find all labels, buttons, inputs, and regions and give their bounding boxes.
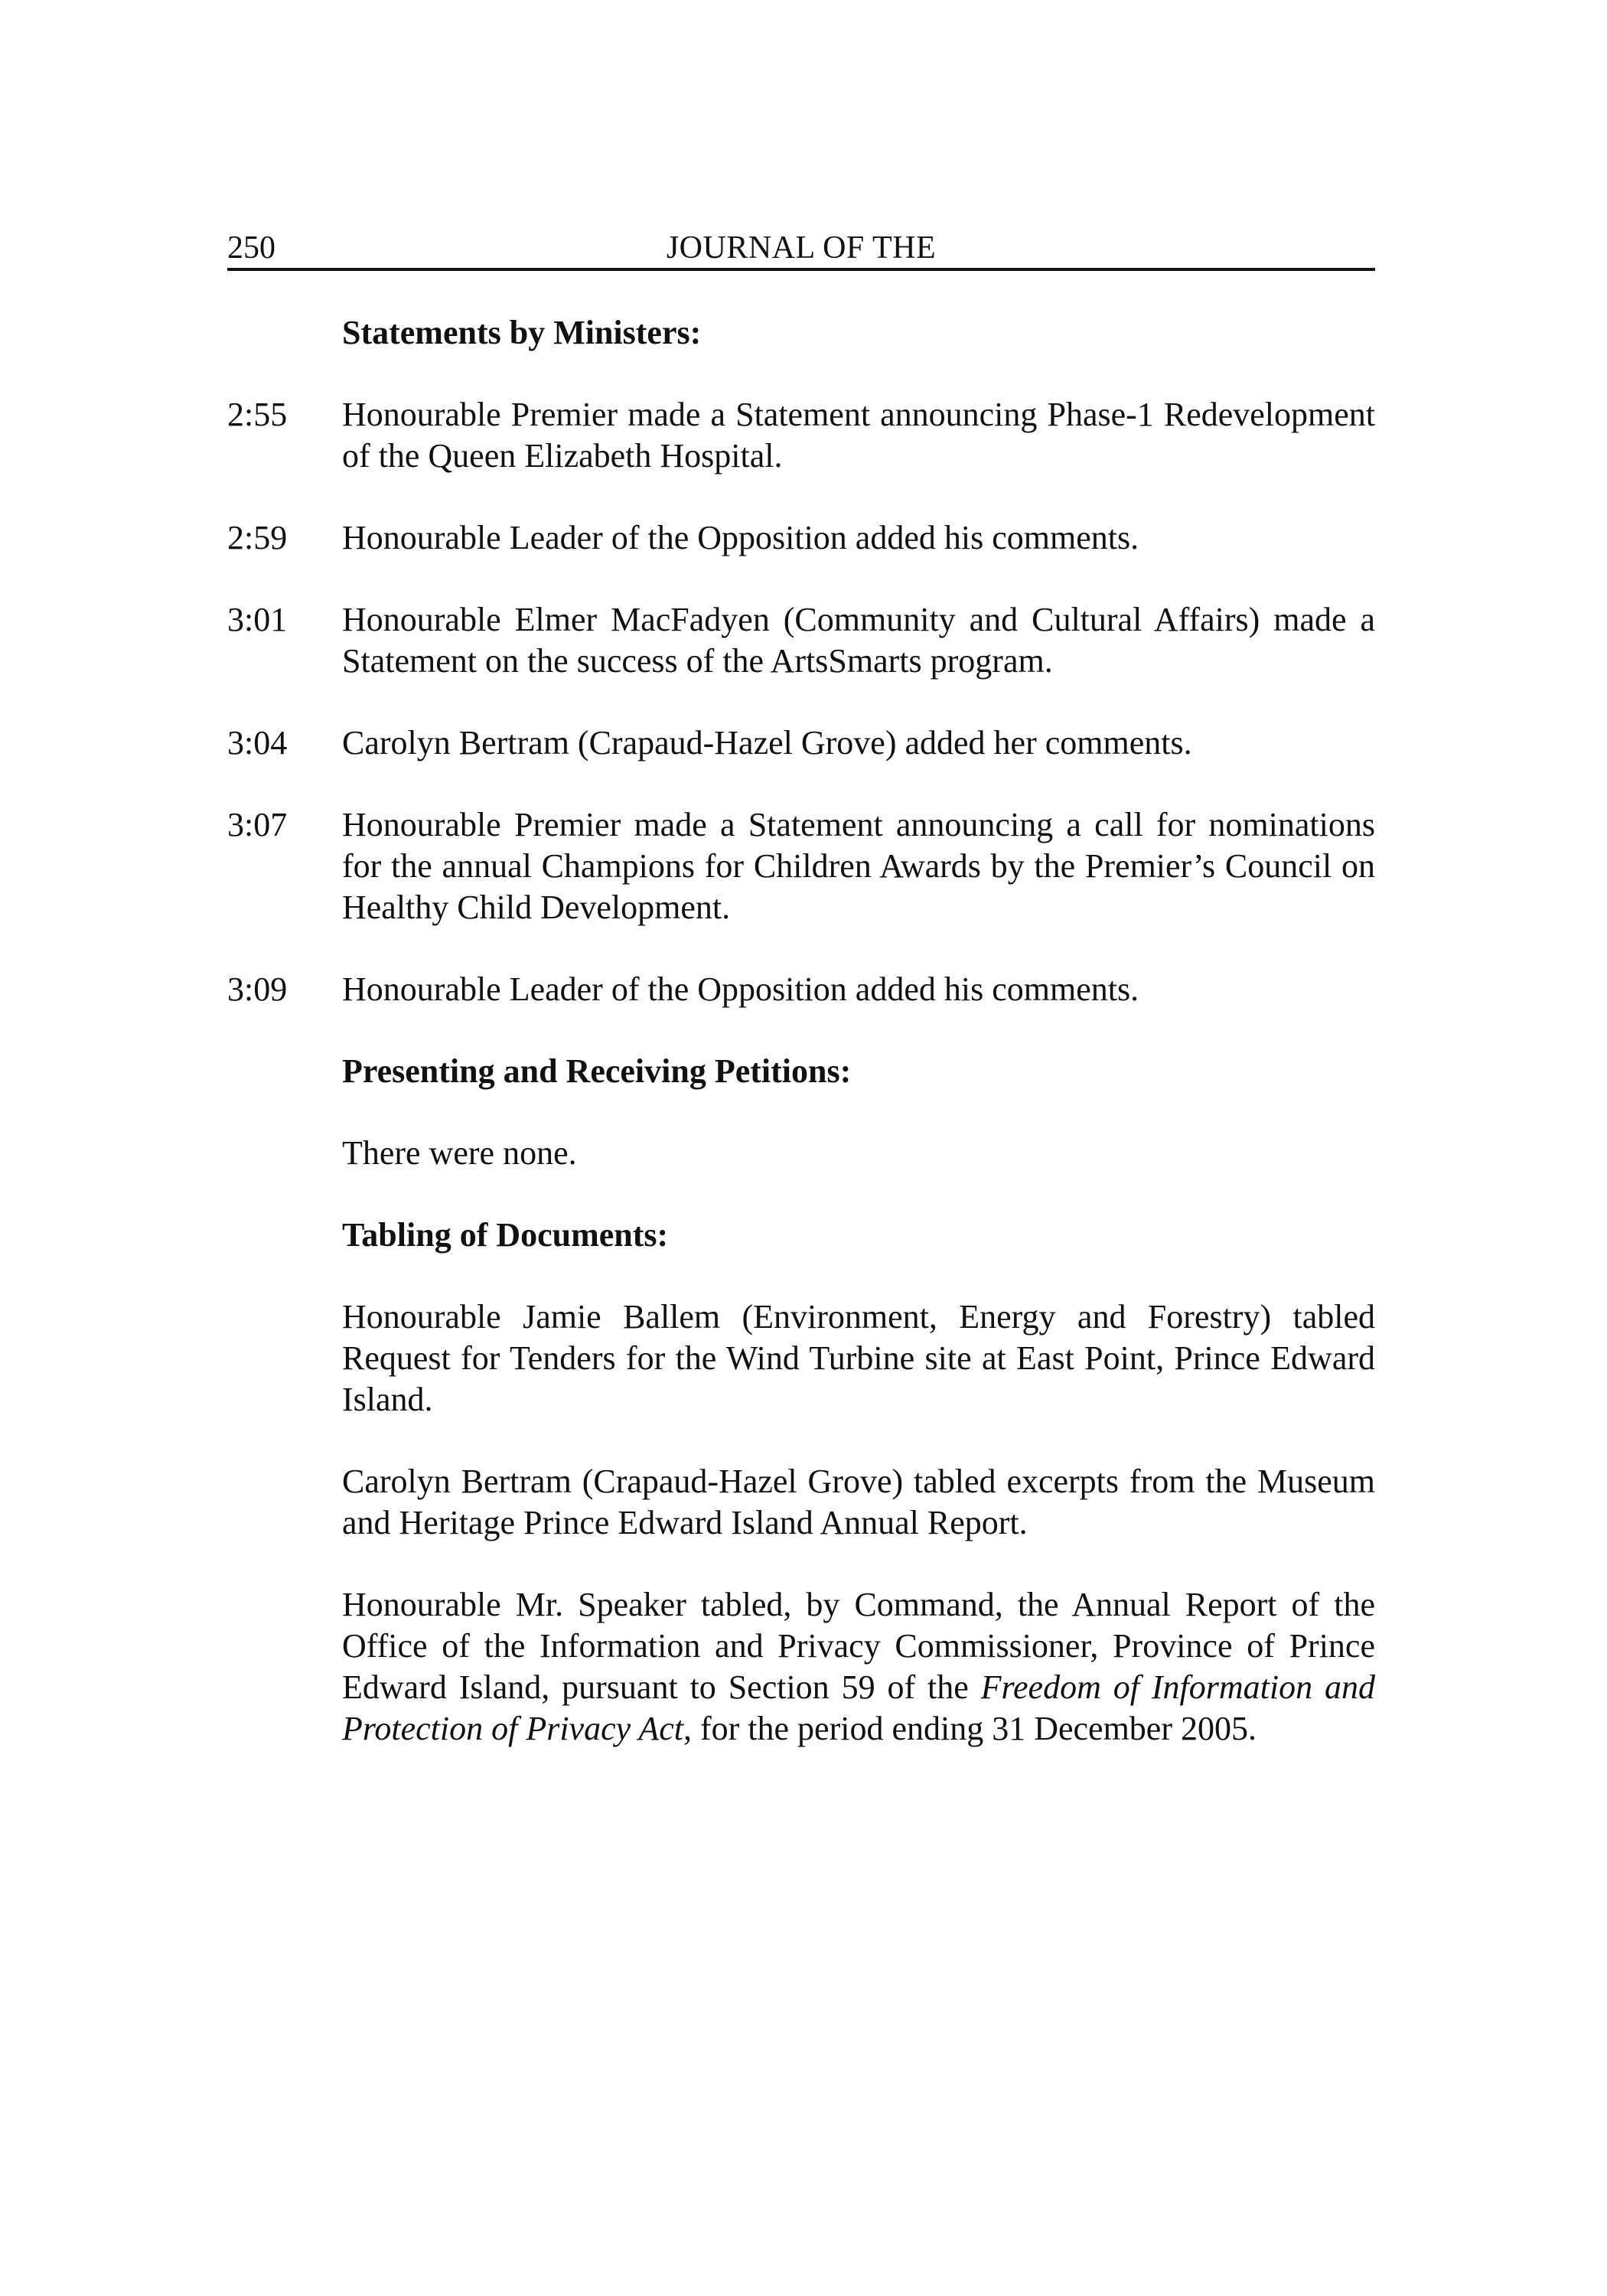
entry-text: Honourable Leader of the Opposition added his comments.	[342, 970, 1139, 1008]
entry-time: 2:59	[227, 519, 288, 556]
journal-content	[227, 312, 1375, 1750]
page-number: 250	[227, 230, 275, 266]
speaker-text-after: , for the period ending 31 December 2005.	[683, 1710, 1257, 1747]
entry-time: 3:07	[227, 806, 288, 843]
speaker-text-before: Honourable Mr. Speaker tabled, by Command, the Annual Report of the Office of the Information and Privacy Commissioner, Province of Prince Edward Island, pursuant to Section 59 of the	[342, 1586, 1375, 1706]
page-header	[227, 228, 1375, 271]
statement-entry	[227, 517, 1375, 559]
statement-entry	[227, 394, 1375, 477]
statement-entry	[227, 804, 1375, 928]
entry-time: 3:09	[227, 970, 288, 1008]
tabling-paragraph: Carolyn Bertram (Crapaud-Hazel Grove) tabled excerpts from the Museum and Heritage Prince Edward Island Annual Report.	[342, 1463, 1375, 1541]
act-title: Freedom of Information and Protection of Privacy Act	[342, 1668, 1375, 1747]
entry-time: 3:04	[227, 724, 288, 762]
running-head: JOURNAL OF THE	[666, 230, 937, 266]
entry-time: 3:01	[227, 601, 288, 638]
entry-text: Honourable Premier made a Statement announcing a call for nominations for the annual Champions for Children Awards by the Premier’s Council on Healthy Child Development.	[342, 806, 1375, 926]
statement-entry	[227, 722, 1375, 764]
tabling-paragraph: Honourable Jamie Ballem (Environment, Energy and Forestry) tabled Request for Tenders for the Wind Turbine site at East Point, Prince Edward Island.	[342, 1298, 1375, 1418]
entry-text: Carolyn Bertram (Crapaud-Hazel Grove) added her comments.	[342, 724, 1192, 762]
petitions-text: There were none.	[342, 1134, 577, 1172]
statement-entry	[227, 969, 1375, 1010]
tabling-paragraph-speaker	[342, 1584, 1375, 1750]
statements-heading: Statements by Ministers:	[342, 314, 702, 351]
entry-text: Honourable Elmer MacFadyen (Community and Cultural Affairs) made a Statement on the success of the ArtsSmarts program.	[342, 601, 1375, 680]
tabling-heading: Tabling of Documents:	[342, 1216, 669, 1254]
petitions-heading: Presenting and Receiving Petitions:	[342, 1052, 852, 1090]
entry-text: Honourable Leader of the Opposition added his comments.	[342, 519, 1139, 556]
statement-entry	[227, 599, 1375, 682]
entry-text: Honourable Premier made a Statement announcing Phase-1 Redevelopment of the Queen Elizabeth Hospital.	[342, 396, 1375, 475]
entry-time: 2:55	[227, 396, 288, 433]
